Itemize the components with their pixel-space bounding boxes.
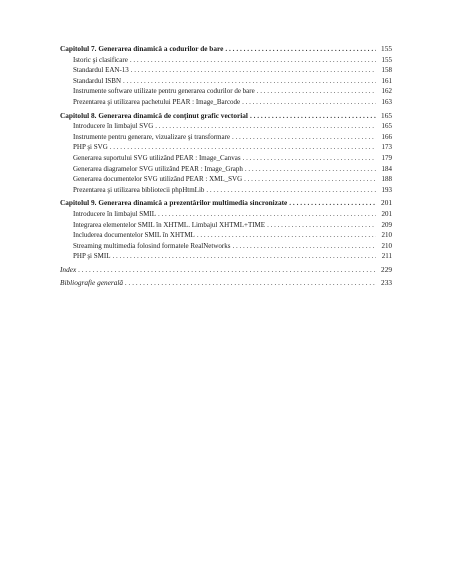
leader-dots [158, 209, 376, 220]
page-number: 201 [381, 209, 392, 218]
section-title: Standardul EAN-13 [73, 66, 129, 75]
leader-dots [197, 230, 376, 241]
page-number: 161 [381, 76, 392, 85]
leader-dots [206, 185, 376, 196]
leader-dots [110, 142, 376, 153]
bibliography-title: Bibliografie generală [60, 278, 124, 288]
leader-dots [123, 76, 376, 87]
leader-dots [244, 174, 376, 185]
toc-section [60, 185, 392, 196]
toc-index [60, 265, 392, 276]
index-title: Index [60, 264, 77, 274]
leader-dots [225, 44, 376, 55]
toc-section [60, 97, 392, 108]
leader-dots [232, 241, 376, 252]
page-number: 184 [381, 164, 392, 173]
page-number: 229 [381, 264, 392, 274]
leader-dots [242, 97, 376, 108]
leader-dots [232, 132, 376, 143]
toc-section [60, 65, 392, 76]
leader-dots [250, 111, 376, 122]
leader-dots [267, 220, 376, 231]
toc-section [60, 153, 392, 164]
toc-section [60, 251, 392, 262]
section-title: Streaming multimedia folosind formatele RealNetworks [73, 241, 231, 250]
page-number: 211 [381, 252, 392, 261]
section-title: Introducere în limbajul SVG [73, 122, 154, 131]
leader-dots [245, 164, 376, 175]
page-number: 162 [381, 87, 392, 96]
page-number: 201 [381, 198, 392, 208]
leader-dots [257, 86, 376, 97]
leader-dots [289, 198, 376, 209]
toc-section [60, 164, 392, 175]
toc-section [60, 86, 392, 97]
toc-section [60, 121, 392, 132]
section-title: PHP şi SMIL [73, 252, 111, 261]
toc-section [60, 230, 392, 241]
toc-chapter-7 [60, 44, 392, 55]
page-number: 233 [381, 278, 392, 288]
page-number: 210 [381, 241, 392, 250]
section-title: Generarea suportului SVG utilizând PEAR : Image_Canvas [73, 153, 241, 162]
leader-dots [112, 251, 376, 262]
section-title: Istoric şi clasificare [73, 55, 128, 64]
page-number: 173 [381, 143, 392, 152]
toc-section [60, 174, 392, 185]
section-title: Instrumente pentru generare, vizualizare şi transformare [73, 132, 231, 141]
section-title: Standardul ISBN [73, 76, 122, 85]
chapter-title: Capitolul 9. Generarea dinamică a prezentărilor multimedia sincronizate [60, 198, 288, 208]
toc-section [60, 132, 392, 143]
page-number: 210 [381, 231, 392, 240]
page-number: 166 [381, 132, 392, 141]
section-title: PHP şi SVG [73, 143, 108, 152]
section-title: Integrarea elementelor SMIL în XHTML. Limbajul XHTML+TIME [73, 220, 266, 229]
toc-chapter-9 [60, 198, 392, 209]
toc-chapter-8 [60, 111, 392, 122]
leader-dots [243, 153, 376, 164]
page-number: 163 [381, 97, 392, 106]
page-number: 155 [381, 44, 392, 53]
leader-dots [130, 55, 376, 66]
page-number: 165 [381, 122, 392, 131]
section-title: Instrumente software utilizate pentru generarea codurilor de bare [73, 87, 255, 96]
page-number: 209 [381, 220, 392, 229]
page-number: 165 [381, 110, 392, 120]
page-number: 193 [381, 185, 392, 194]
leader-dots [155, 121, 376, 132]
toc-section [60, 142, 392, 153]
section-title: Prezentarea şi utilizarea pachetului PEAR : Image_Barcode [73, 97, 241, 106]
table-of-contents [60, 44, 392, 289]
section-title: Includerea documentelor SMIL în XHTML [73, 231, 195, 240]
toc-section [60, 55, 392, 66]
toc-section [60, 209, 392, 220]
leader-dots [125, 278, 376, 289]
toc-bibliography [60, 278, 392, 289]
toc-section [60, 241, 392, 252]
page-number: 188 [381, 175, 392, 184]
leader-dots [131, 65, 376, 76]
page-number: 158 [381, 66, 392, 75]
section-title: Generarea documentelor SVG utilizând PEAR : XML_SVG [73, 175, 243, 184]
section-title: Generarea diagramelor SVG utilizând PEAR : Image_Graph [73, 164, 243, 173]
leader-dots [78, 265, 376, 276]
toc-section [60, 76, 392, 87]
page-number: 155 [381, 55, 392, 64]
chapter-title: Capitolul 8. Generarea dinamică de conţinut grafic vectorial [60, 110, 248, 120]
section-title: Introducere în limbajul SMIL [73, 209, 157, 218]
page-number: 179 [381, 153, 392, 162]
toc-section [60, 220, 392, 231]
chapter-title: Capitolul 7. Generarea dinamică a codurilor de bare [60, 44, 224, 53]
section-title: Prezentarea şi utilizarea bibliotecii phpHtmLib [73, 185, 205, 194]
